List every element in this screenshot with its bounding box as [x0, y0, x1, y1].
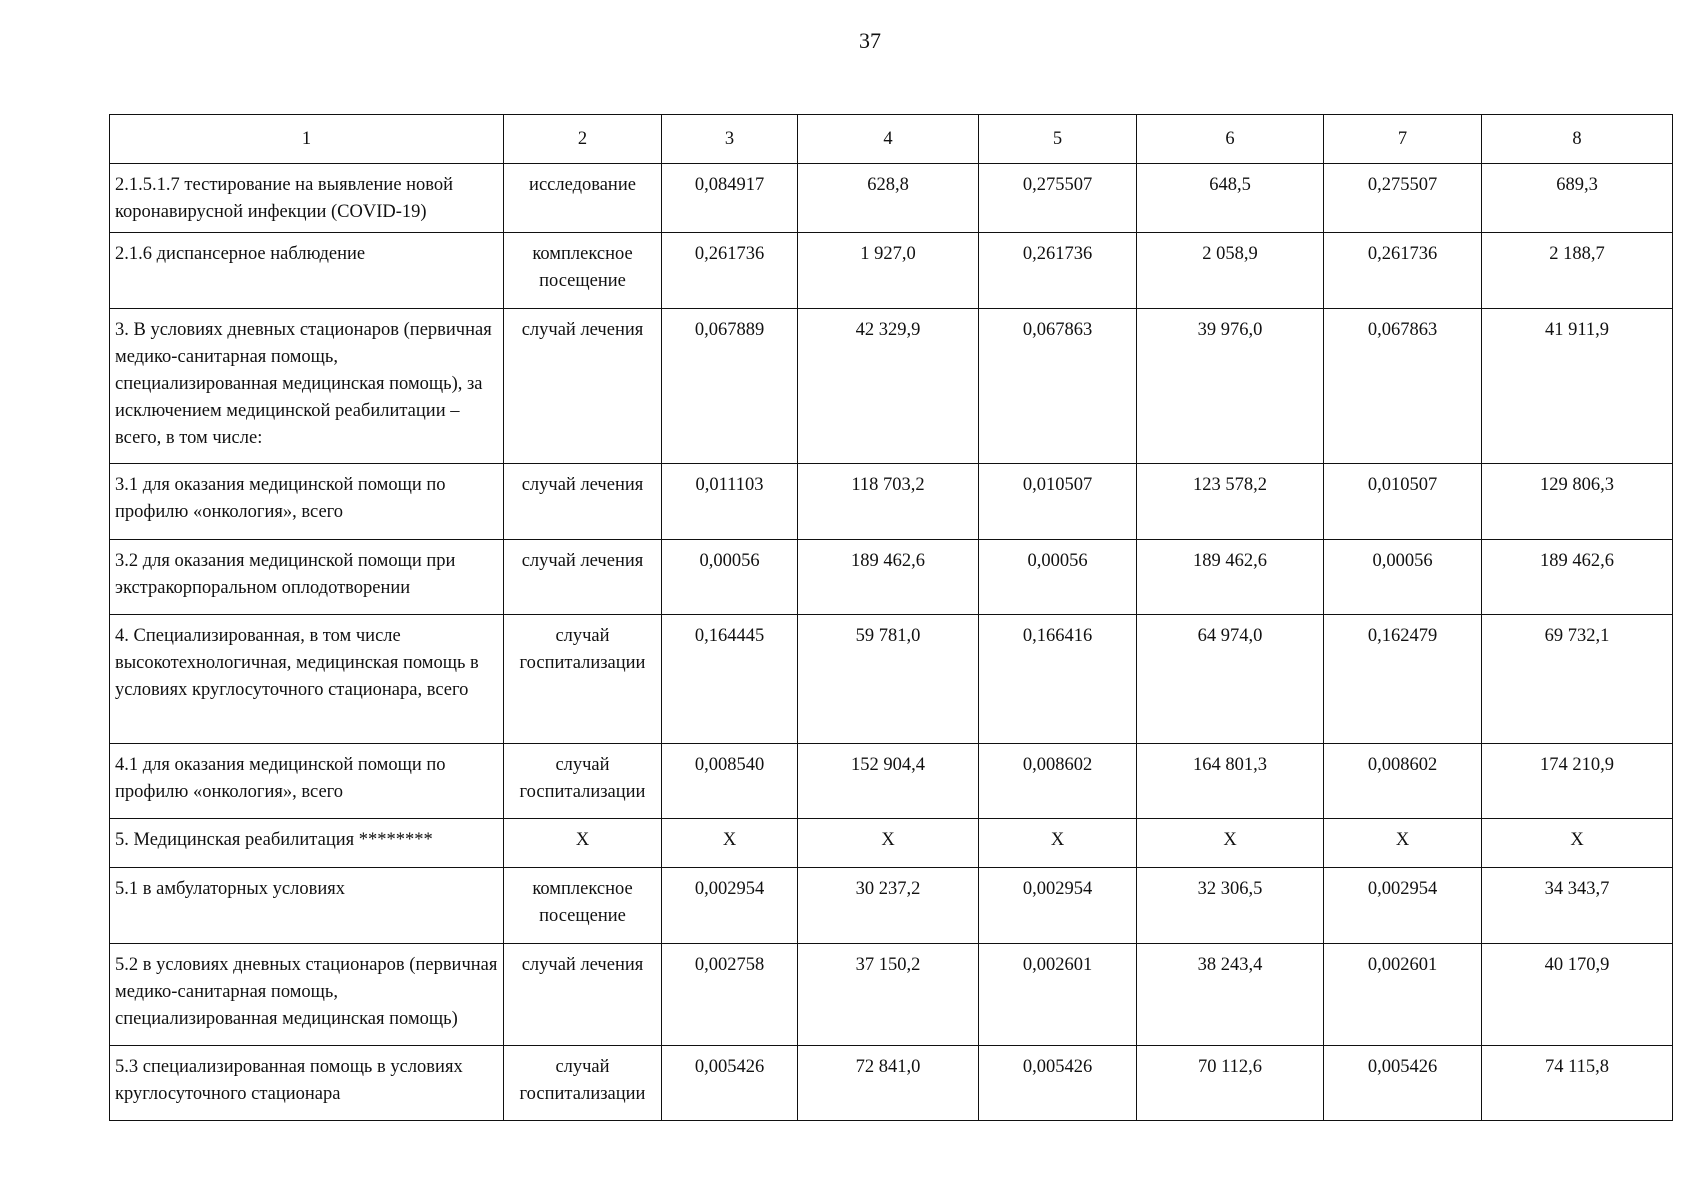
row-value: 0,164445	[662, 615, 798, 744]
row-unit: исследование	[504, 164, 662, 233]
table-row	[110, 233, 1673, 309]
table-row	[110, 744, 1673, 819]
row-value: Х	[662, 819, 798, 868]
row-value: 0,275507	[979, 164, 1137, 233]
column-header: 4	[798, 115, 979, 164]
row-value: 0,275507	[1324, 164, 1482, 233]
row-value: Х	[1324, 819, 1482, 868]
table-row	[110, 164, 1673, 233]
row-value: 37 150,2	[798, 944, 979, 1046]
row-unit: случай лечения	[504, 540, 662, 615]
table-row	[110, 1046, 1673, 1121]
row-value: 69 732,1	[1482, 615, 1673, 744]
row-value: 0,00056	[1324, 540, 1482, 615]
row-name: 5.3 специализированная помощь в условиях круглосуточного стационара	[110, 1046, 504, 1121]
row-value: 0,084917	[662, 164, 798, 233]
row-value: 0,005426	[1324, 1046, 1482, 1121]
row-name: 3. В условиях дневных стационаров (первичная медико-санитарная помощь, специализированная медицинская помощь), за исключением медицинской реабилитации – всего, в том числе:	[110, 309, 504, 464]
row-name: 2.1.5.1.7 тестирование на выявление новой коронавирусной инфекции (COVID-19)	[110, 164, 504, 233]
row-unit: случай лечения	[504, 944, 662, 1046]
row-unit: случай лечения	[504, 309, 662, 464]
row-value: 0,008602	[1324, 744, 1482, 819]
row-name: 5.1 в амбулаторных условиях	[110, 868, 504, 944]
row-value: 118 703,2	[798, 464, 979, 540]
table-row	[110, 464, 1673, 540]
row-value: 152 904,4	[798, 744, 979, 819]
row-value: 38 243,4	[1137, 944, 1324, 1046]
row-value: 0,008540	[662, 744, 798, 819]
row-name: 3.2 для оказания медицинской помощи при экстракорпоральном оплодотворении	[110, 540, 504, 615]
row-value: 0,010507	[979, 464, 1137, 540]
column-header: 5	[979, 115, 1137, 164]
row-value: 0,00056	[979, 540, 1137, 615]
row-value: 42 329,9	[798, 309, 979, 464]
row-value: 164 801,3	[1137, 744, 1324, 819]
row-value: 0,002954	[979, 868, 1137, 944]
row-value: 0,166416	[979, 615, 1137, 744]
row-value: 628,8	[798, 164, 979, 233]
table-header-row	[110, 115, 1673, 164]
row-unit: случай госпитализации	[504, 1046, 662, 1121]
table-row	[110, 615, 1673, 744]
row-value: 72 841,0	[798, 1046, 979, 1121]
row-value: 0,162479	[1324, 615, 1482, 744]
row-name: 2.1.6 диспансерное наблюдение	[110, 233, 504, 309]
column-header: 8	[1482, 115, 1673, 164]
row-name: 4. Специализированная, в том числе высокотехнологичная, медицинская помощь в условиях круглосуточного стационара, всего	[110, 615, 504, 744]
row-value: 648,5	[1137, 164, 1324, 233]
column-header: 2	[504, 115, 662, 164]
page-number: 37	[859, 28, 881, 53]
row-value: 2 058,9	[1137, 233, 1324, 309]
row-unit: комплексное посещение	[504, 868, 662, 944]
row-value: 0,002954	[1324, 868, 1482, 944]
column-header: 3	[662, 115, 798, 164]
table-row	[110, 309, 1673, 464]
row-value: 0,008602	[979, 744, 1137, 819]
row-value: 2 188,7	[1482, 233, 1673, 309]
row-value: 32 306,5	[1137, 868, 1324, 944]
row-value: Х	[1482, 819, 1673, 868]
row-value: 0,002601	[979, 944, 1137, 1046]
table-row	[110, 868, 1673, 944]
row-value: 0,011103	[662, 464, 798, 540]
row-name: 4.1 для оказания медицинской помощи по профилю «онкология», всего	[110, 744, 504, 819]
row-unit: случай госпитализации	[504, 615, 662, 744]
row-value: 0,002758	[662, 944, 798, 1046]
table-row	[110, 540, 1673, 615]
row-name: 3.1 для оказания медицинской помощи по профилю «онкология», всего	[110, 464, 504, 540]
row-value: 123 578,2	[1137, 464, 1324, 540]
row-value: 34 343,7	[1482, 868, 1673, 944]
row-unit: комплексное посещение	[504, 233, 662, 309]
row-unit: случай лечения	[504, 464, 662, 540]
data-table	[109, 114, 1673, 1121]
row-value: Х	[979, 819, 1137, 868]
column-header: 7	[1324, 115, 1482, 164]
row-value: 0,010507	[1324, 464, 1482, 540]
row-value: 0,261736	[662, 233, 798, 309]
row-value: 189 462,6	[798, 540, 979, 615]
row-value: Х	[798, 819, 979, 868]
row-value: 0,005426	[662, 1046, 798, 1121]
row-value: 0,067863	[979, 309, 1137, 464]
row-value: 64 974,0	[1137, 615, 1324, 744]
row-value: 70 112,6	[1137, 1046, 1324, 1121]
row-name: 5. Медицинская реабилитация ********	[110, 819, 504, 868]
row-value: 59 781,0	[798, 615, 979, 744]
table-row	[110, 819, 1673, 868]
row-name: 5.2 в условиях дневных стационаров (первичная медико-санитарная помощь, специализированная медицинская помощь)	[110, 944, 504, 1046]
row-value: 129 806,3	[1482, 464, 1673, 540]
row-value: 189 462,6	[1482, 540, 1673, 615]
row-value: 41 911,9	[1482, 309, 1673, 464]
column-header: 6	[1137, 115, 1324, 164]
row-value: 0,002954	[662, 868, 798, 944]
column-header: 1	[110, 115, 504, 164]
row-unit: Х	[504, 819, 662, 868]
row-unit: случай госпитализации	[504, 744, 662, 819]
row-value: 1 927,0	[798, 233, 979, 309]
row-value: 0,067889	[662, 309, 798, 464]
table-row	[110, 944, 1673, 1046]
row-value: 0,005426	[979, 1046, 1137, 1121]
row-value: 174 210,9	[1482, 744, 1673, 819]
row-value: 40 170,9	[1482, 944, 1673, 1046]
row-value: 0,261736	[979, 233, 1137, 309]
row-value: Х	[1137, 819, 1324, 868]
row-value: 689,3	[1482, 164, 1673, 233]
row-value: 0,00056	[662, 540, 798, 615]
row-value: 74 115,8	[1482, 1046, 1673, 1121]
row-value: 0,067863	[1324, 309, 1482, 464]
row-value: 0,261736	[1324, 233, 1482, 309]
row-value: 0,002601	[1324, 944, 1482, 1046]
row-value: 30 237,2	[798, 868, 979, 944]
row-value: 189 462,6	[1137, 540, 1324, 615]
row-value: 39 976,0	[1137, 309, 1324, 464]
